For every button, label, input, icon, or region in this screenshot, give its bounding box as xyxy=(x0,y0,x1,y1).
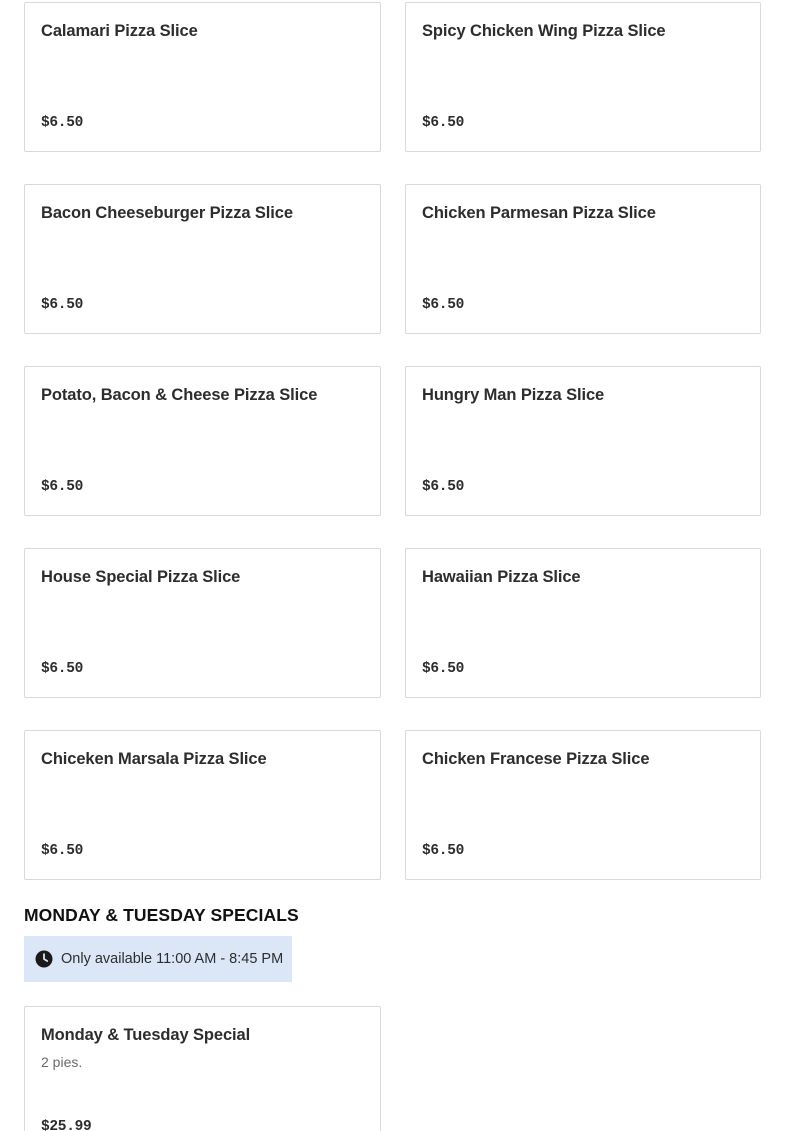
menu-item-card[interactable] xyxy=(24,1006,381,1131)
menu-item-name: Hawaiian Pizza Slice xyxy=(422,568,581,586)
availability-banner xyxy=(24,936,292,982)
menu-item-card[interactable] xyxy=(24,2,381,152)
menu-item-card[interactable] xyxy=(405,2,761,152)
menu-item-card[interactable] xyxy=(24,366,381,516)
menu-item-name: Potato, Bacon & Cheese Pizza Slice xyxy=(41,386,318,404)
menu-item-price: $6.50 xyxy=(422,661,465,677)
menu-item-card[interactable] xyxy=(405,730,761,880)
menu-item-price: $6.50 xyxy=(41,297,84,313)
menu-item-price: $6.50 xyxy=(422,843,465,859)
menu-item-card[interactable] xyxy=(405,548,761,698)
menu-item-price: $6.50 xyxy=(41,843,84,859)
menu-item-name: Hungry Man Pizza Slice xyxy=(422,386,605,404)
clock-icon xyxy=(35,950,53,968)
menu-item-card[interactable] xyxy=(405,366,761,516)
menu-item-price: $6.50 xyxy=(422,479,465,495)
menu-item-price: $6.50 xyxy=(41,479,84,495)
availability-text: Only available 11:00 AM - 8:45 PM xyxy=(61,951,284,967)
menu-item-card[interactable] xyxy=(24,184,381,334)
menu-item-price: $6.50 xyxy=(422,115,465,131)
menu-item-price: $6.50 xyxy=(41,661,84,677)
menu-item-card[interactable] xyxy=(24,548,381,698)
menu-item-price: $6.50 xyxy=(422,297,465,313)
menu-item-price: $6.50 xyxy=(41,115,84,131)
menu-item-name: Chiceken Marsala Pizza Slice xyxy=(41,750,267,768)
menu-item-name: Chicken Francese Pizza Slice xyxy=(422,750,650,768)
menu-item-name: House Special Pizza Slice xyxy=(41,568,241,586)
menu-item-name: Spicy Chicken Wing Pizza Slice xyxy=(422,22,666,40)
menu-item-name: Monday & Tuesday Special xyxy=(41,1026,251,1044)
section-title: MONDAY & TUESDAY SPECIALS xyxy=(24,905,299,925)
menu-item-card[interactable] xyxy=(24,730,381,880)
menu-item-name: Chicken Parmesan Pizza Slice xyxy=(422,204,656,222)
menu-item-card[interactable] xyxy=(405,184,761,334)
menu-item-name: Calamari Pizza Slice xyxy=(41,22,198,40)
menu-item-name: Bacon Cheeseburger Pizza Slice xyxy=(41,204,293,222)
menu-item-description: 2 pies. xyxy=(41,1054,83,1070)
menu-item-price: $25.99 xyxy=(41,1119,92,1131)
